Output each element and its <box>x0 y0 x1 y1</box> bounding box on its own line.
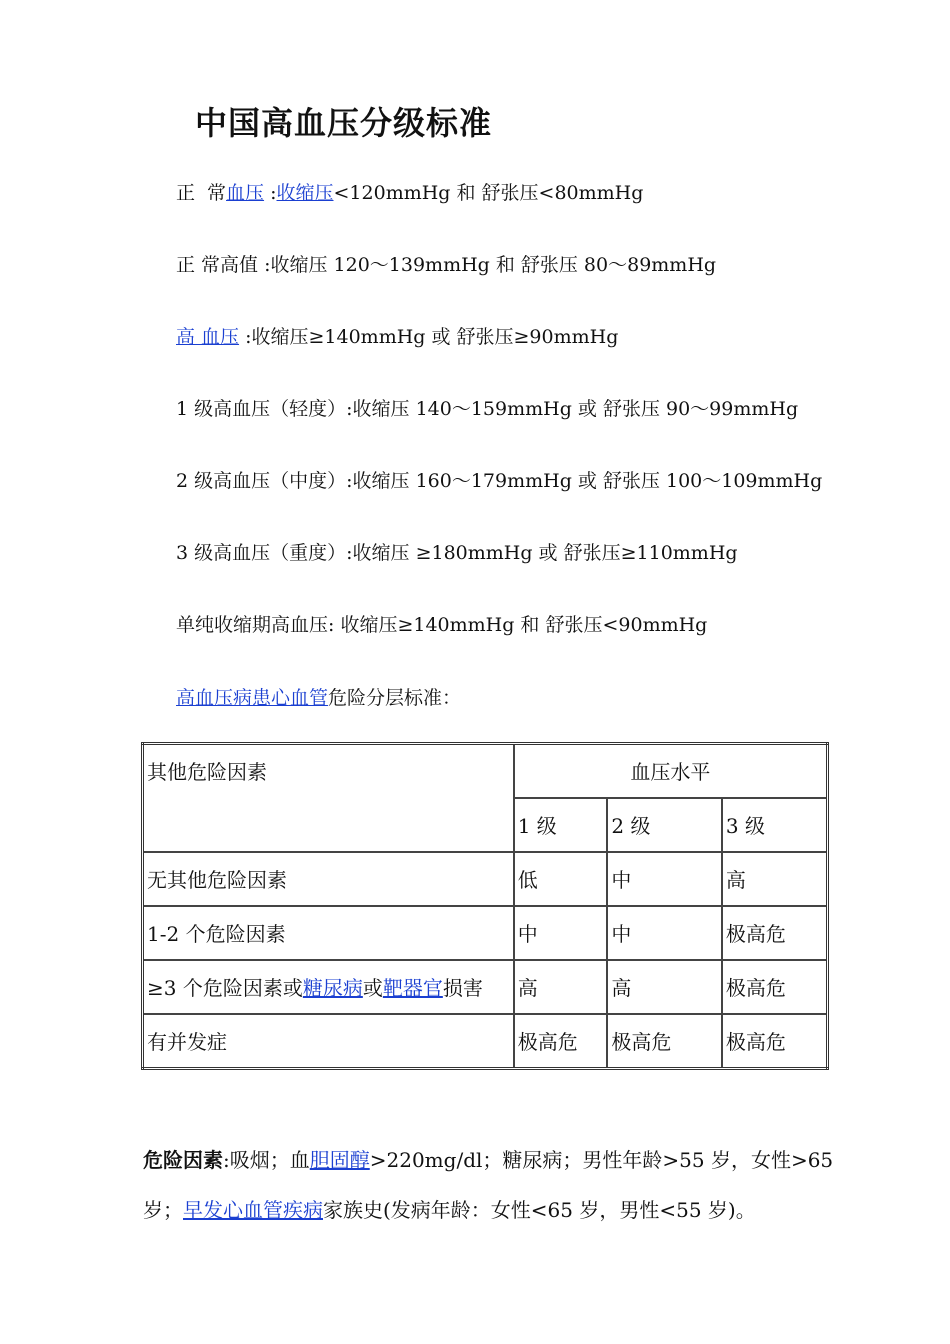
text: :收缩压≥140mmHg 或 舒张压≥90mmHg <box>239 326 619 348</box>
table-header-row <box>143 744 828 799</box>
factor-header: 其他危险因素 <box>143 744 514 853</box>
text: ≥3 个危险因素或 <box>147 976 303 1000</box>
text: 危险分层标准： <box>328 687 462 709</box>
bp-header: 血压水平 <box>514 744 828 799</box>
link-cholesterol[interactable]: 胆固醇 <box>309 1148 370 1172</box>
text: 常 <box>207 182 227 204</box>
link-diabetes[interactable]: 糖尿病 <box>302 976 363 1000</box>
link-hypertension[interactable]: 高 血压 <box>176 326 240 348</box>
line-isolated-systolic: 单纯收缩期高血压: 收缩压≥140mmHg 和 舒张压<90mmHg <box>176 614 708 636</box>
value-cell: 中 <box>514 906 608 960</box>
table-row <box>143 1014 828 1069</box>
link-early-cvd[interactable]: 早发心血管疾病 <box>183 1198 323 1222</box>
factor-cell: 1-2 个危险因素 <box>143 906 514 960</box>
link-blood-pressure[interactable]: 血压 <box>226 182 265 204</box>
text: 家族史(发病年龄：女性<65 岁，男性<55 岁)。 <box>323 1198 756 1222</box>
value-cell: 中 <box>607 906 722 960</box>
value-cell: 极高危 <box>722 906 828 960</box>
text: <120mmHg 和 舒张压<80mmHg <box>333 182 644 204</box>
grade-cell: 3 级 <box>722 798 828 852</box>
text: 损害 <box>442 976 483 1000</box>
value-cell: 高 <box>722 852 828 906</box>
table-row <box>143 852 828 906</box>
text: 或 <box>362 976 383 1000</box>
line-high-normal: 正 常高值 :收缩压 120～139mmHg 和 舒张压 80～89mmHg <box>176 254 717 276</box>
value-cell: 极高危 <box>722 1014 828 1069</box>
link-target-organ[interactable]: 靶器官 <box>382 976 443 1000</box>
risk-factors-note <box>143 1135 838 1235</box>
line-grade-1: 1 级高血压（轻度）:收缩压 140～159mmHg 或 舒张压 90～99mmHg <box>176 398 799 420</box>
line-hypertension <box>176 324 618 350</box>
text: : <box>264 182 277 204</box>
line-grade-3: 3 级高血压（重度）:收缩压 ≥180mmHg 或 舒张压≥110mmHg <box>176 542 738 564</box>
risk-table <box>141 742 829 1070</box>
grade-cell: 2 级 <box>607 798 722 852</box>
value-cell: 极高危 <box>607 1014 722 1069</box>
value-cell: 中 <box>607 852 722 906</box>
text: 正 <box>176 182 196 204</box>
value-cell: 极高危 <box>722 960 828 1014</box>
link-systolic[interactable]: 收缩压 <box>276 182 334 204</box>
link-cardiovascular[interactable]: 高血压病患心血管 <box>176 687 329 709</box>
line-risk-heading <box>176 685 461 711</box>
grade-cell: 1 级 <box>514 798 608 852</box>
text: :吸烟；血 <box>223 1148 310 1172</box>
factor-cell: 无其他危险因素 <box>143 852 514 906</box>
table-row <box>143 960 828 1014</box>
line-normal <box>176 180 643 206</box>
factor-cell: 有并发症 <box>143 1014 514 1069</box>
risk-factors-label: 危险因素 <box>143 1148 223 1172</box>
text: >220mg/dl；糖尿病；男性年龄>55 岁，女性>65 岁； <box>143 1148 834 1222</box>
line-grade-2: 2 级高血压（中度）:收缩压 160～179mmHg 或 舒张压 100～109mmHg <box>176 470 823 492</box>
value-cell: 低 <box>514 852 608 906</box>
value-cell: 高 <box>514 960 608 1014</box>
factor-cell <box>143 960 514 1014</box>
page-title: 中国高血压分级标准 <box>195 104 493 142</box>
value-cell: 极高危 <box>514 1014 608 1069</box>
table-row <box>143 906 828 960</box>
value-cell: 高 <box>607 960 722 1014</box>
